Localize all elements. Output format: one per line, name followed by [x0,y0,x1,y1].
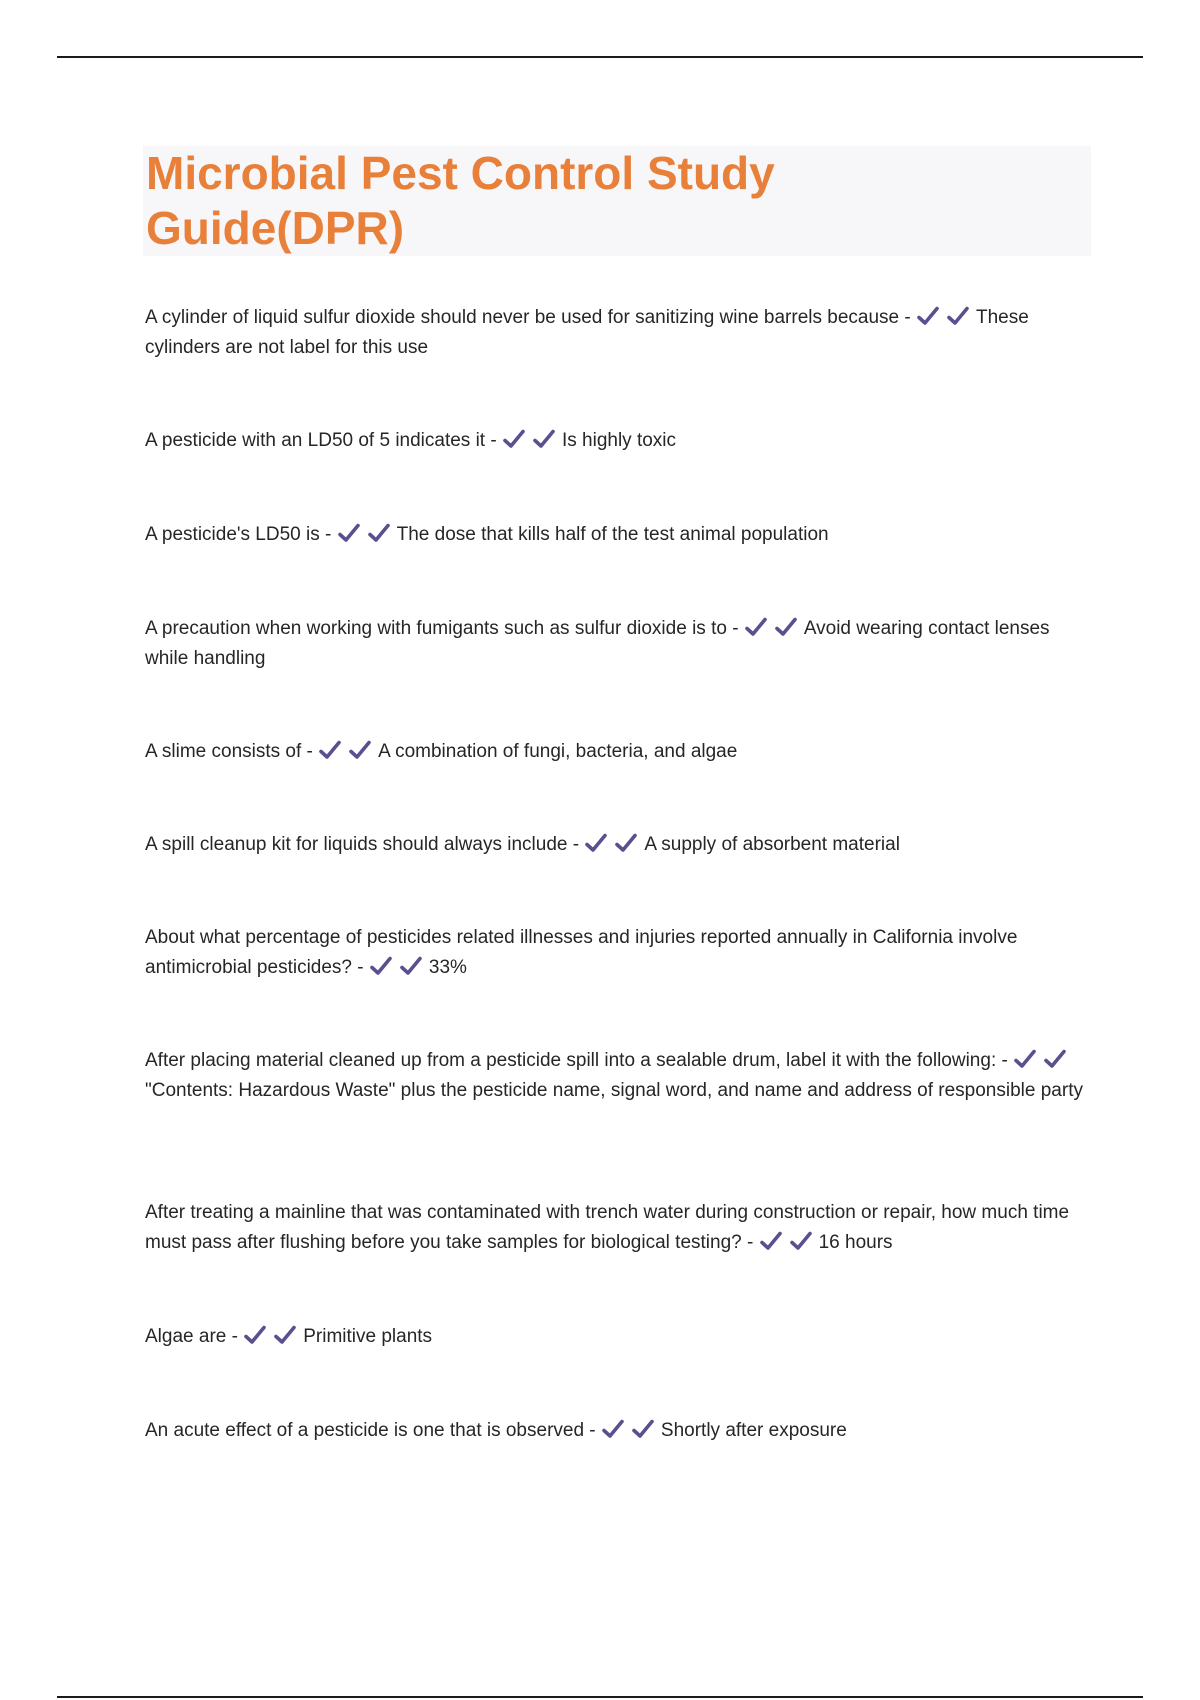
answer-text: "Contents: Hazardous Waste" plus the pesticide name, signal word, and name and address of responsible party [145,1080,1083,1101]
qa-item [145,1198,1090,1258]
qa-item [145,426,1090,456]
check-mark-icon [243,1324,267,1346]
question-text: A precaution when working with fumigants such as sulfur dioxide is to - [145,618,739,639]
question-text: A pesticide's LD50 is - [145,524,332,545]
answer-text: 16 hours [818,1232,893,1253]
qa-item [145,1322,1090,1352]
answer-text: 33% [428,957,467,978]
check-mark-icon [631,1418,655,1440]
answer-text: Is highly toxic [561,430,677,451]
check-mark-icon [399,955,423,977]
question-text: An acute effect of a pesticide is one that is observed - [145,1420,596,1441]
answer-text: A combination of fungi, bacteria, and algae [378,741,738,762]
question-text: A pesticide with an LD50 of 5 indicates it - [145,430,497,451]
qa-item [145,737,1090,767]
top-divider [57,56,1143,58]
check-mark-icon [532,428,556,450]
check-mark-icon [337,522,361,544]
qa-item [145,303,1090,363]
question-text: A cylinder of liquid sulfur dioxide should never be used for sanitizing wine barrels because - [145,307,911,328]
qa-item [145,520,1090,550]
check-mark-icon [584,832,608,854]
check-mark-icon [774,616,798,638]
check-mark-icon [367,522,391,544]
question-text: A slime consists of - [145,741,313,762]
check-mark-icon [348,739,372,761]
check-mark-icon [273,1324,297,1346]
check-mark-icon [1013,1048,1037,1070]
check-mark-icon [369,955,393,977]
question-text: Algae are - [145,1326,238,1347]
check-mark-icon [759,1230,783,1252]
check-mark-icon [1043,1048,1067,1070]
bottom-divider [57,1696,1143,1698]
check-mark-icon [318,739,342,761]
answer-text: Avoid wearing contact lenses while handling [145,618,1050,669]
qa-item [145,1416,1090,1446]
question-text: After treating a mainline that was contaminated with trench water during construction or repair, how much time must pass after flushing before you take samples for biological testing? - [145,1202,1070,1253]
qa-item [145,923,1090,983]
answer-text: These cylinders are not label for this use [145,307,1029,358]
question-text: About what percentage of pesticides related illnesses and injuries reported annually in California involve antimicrobial pesticides? - [145,927,1018,978]
check-mark-icon [744,616,768,638]
title-banner [143,146,1091,256]
qa-item [145,830,1090,860]
check-mark-icon [789,1230,813,1252]
qa-item [145,614,1090,674]
answer-text: A supply of absorbent material [644,834,900,855]
check-mark-icon [601,1418,625,1440]
check-mark-icon [502,428,526,450]
check-mark-icon [946,305,970,327]
question-text: A spill cleanup kit for liquids should always include - [145,834,580,855]
check-mark-icon [916,305,940,327]
answer-text: Shortly after exposure [660,1420,847,1441]
answer-text: The dose that kills half of the test animal population [396,524,829,545]
qa-item [145,1046,1090,1106]
check-mark-icon [614,832,638,854]
page-title: Microbial Pest Control Study Guide(DPR) [146,147,775,254]
question-text: After placing material cleaned up from a pesticide spill into a sealable drum, label it with the following: - [145,1050,1008,1071]
answer-text: Primitive plants [303,1326,433,1347]
